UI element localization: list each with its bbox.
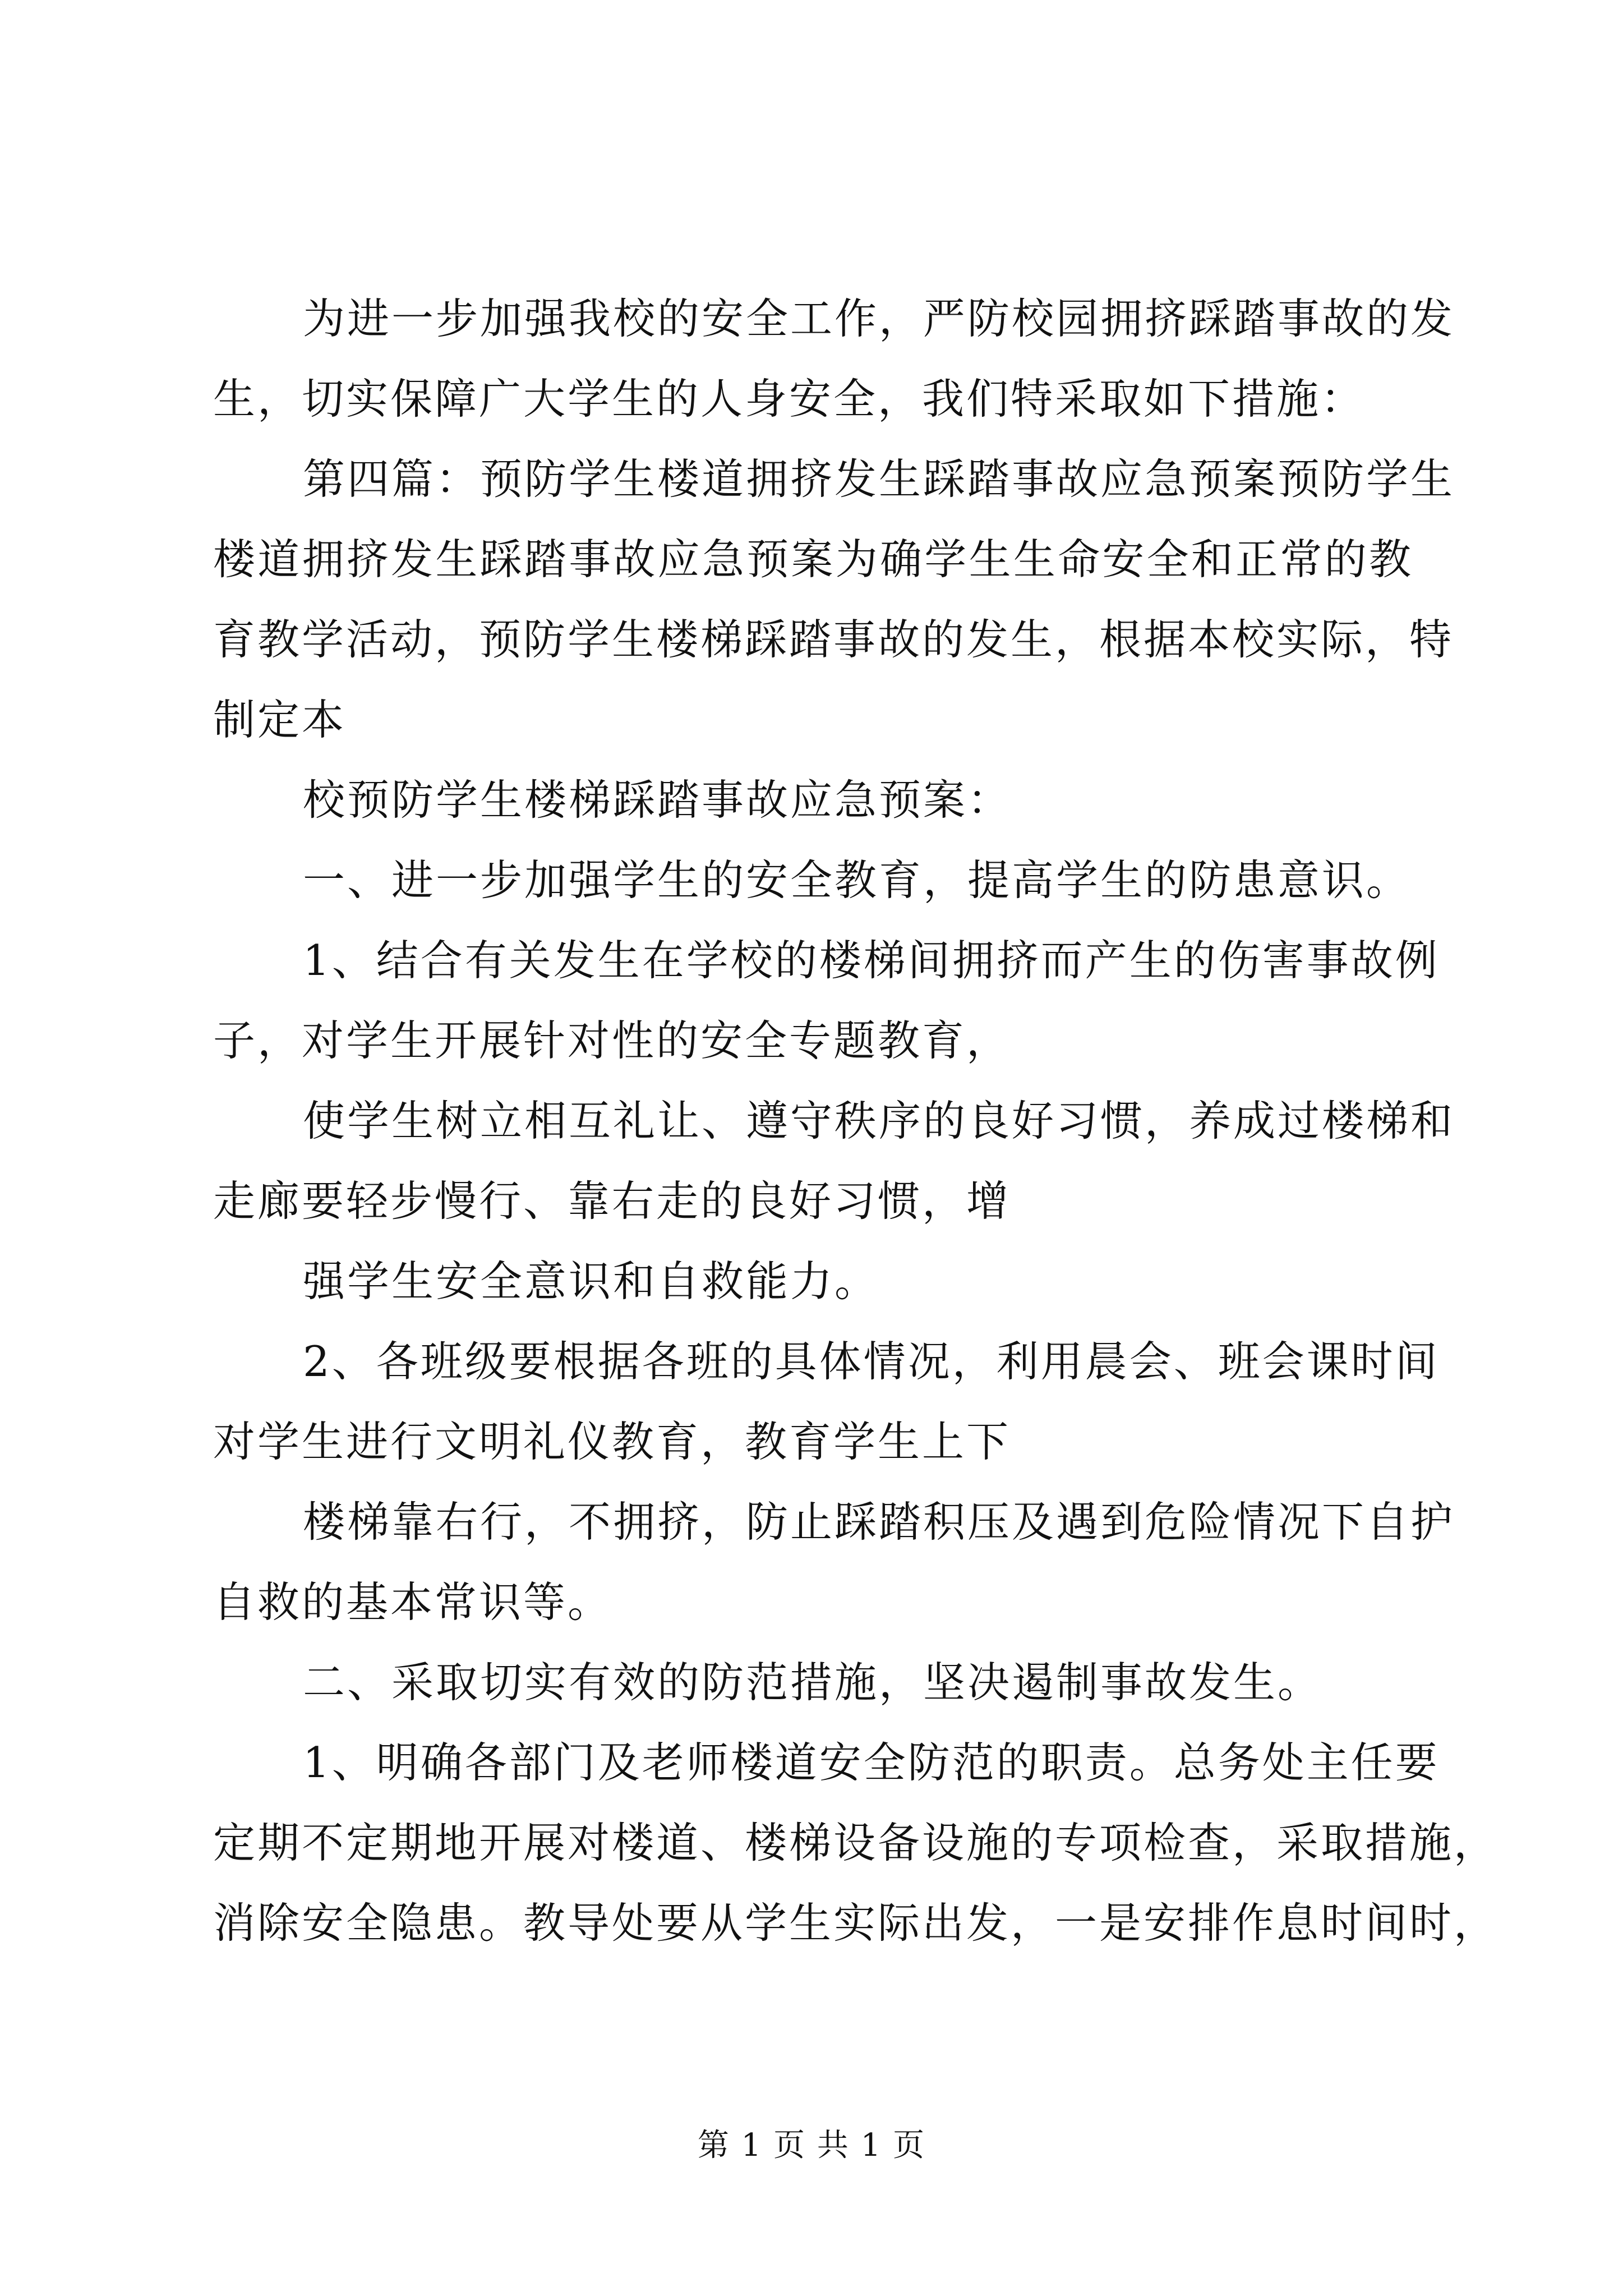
paragraph-line: 对学生进行文明礼仪教育，教育学生上下 bbox=[213, 1417, 1011, 1466]
paragraph-line: 育教学活动，预防学生楼梯踩踏事故的发生，根据本校实际，特 bbox=[213, 615, 1454, 664]
paragraph-line: 自救的基本常识等。 bbox=[213, 1577, 612, 1627]
paragraph-line: 走廊要轻步慢行、靠右走的良好习惯，增 bbox=[213, 1176, 1011, 1226]
paragraph-line: 第四篇：预防学生楼道拥挤发生踩踏事故应急预案预防学生 bbox=[303, 454, 1455, 504]
paragraph-line: 子，对学生开展针对性的安全专题教育， bbox=[213, 1016, 1011, 1065]
paragraph-line: 校预防学生楼梯踩踏事故应急预案： bbox=[303, 775, 1012, 825]
paragraph-line: 生，切实保障广大学生的人身安全，我们特采取如下措施： bbox=[213, 374, 1366, 424]
document-body bbox=[213, 292, 1498, 1976]
section-heading: 一、进一步加强学生的安全教育，提高学生的防患意识。 bbox=[303, 855, 1411, 905]
paragraph-line: 1、结合有关发生在学校的楼梯间拥挤而产生的伤害事故例 bbox=[303, 936, 1440, 985]
paragraph-line: 制定本 bbox=[213, 695, 347, 744]
paragraph-line: 2、各班级要根据各班的具体情况，利用晨会、班会课时间 bbox=[303, 1337, 1440, 1386]
paragraph-line: 为进一步加强我校的安全工作，严防校园拥挤踩踏事故的发 bbox=[303, 294, 1455, 343]
paragraph-line: 消除安全隐患。教导处要从学生实际出发，一是安排作息时间时， bbox=[213, 1898, 1498, 1948]
paragraph-line: 1、明确各部门及老师楼道安全防范的职责。总务处主任要 bbox=[303, 1738, 1440, 1787]
paragraph-line: 楼梯靠右行，不拥挤，防止踩踏积压及遇到危险情况下自护 bbox=[303, 1497, 1455, 1547]
page-footer: 第 1 页 共 1 页 bbox=[697, 2127, 926, 2164]
paragraph-line: 楼道拥挤发生踩踏事故应急预案为确学生生命安全和正常的教 bbox=[213, 535, 1413, 584]
paragraph-line: 强学生安全意识和自救能力。 bbox=[303, 1257, 879, 1306]
paragraph-line: 使学生树立相互礼让、遵守秩序的良好习惯，养成过楼梯和 bbox=[303, 1096, 1455, 1145]
section-heading: 二、采取切实有效的防范措施，坚决遏制事故发生。 bbox=[303, 1658, 1322, 1707]
paragraph-line: 定期不定期地开展对楼道、楼梯设备设施的专项检查，采取措施， bbox=[213, 1818, 1498, 1867]
